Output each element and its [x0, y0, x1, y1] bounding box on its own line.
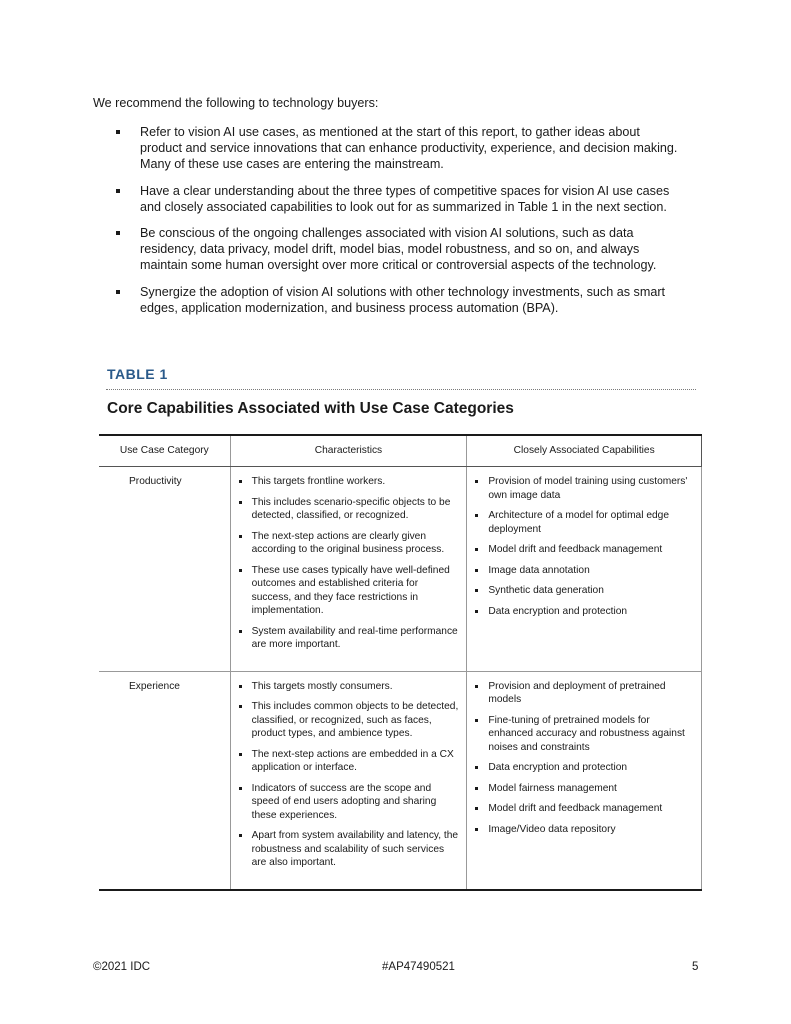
use-case-category: Experience — [99, 671, 230, 890]
list-item — [473, 584, 695, 598]
bullet-square-icon — [116, 231, 120, 235]
bullet-square-icon — [239, 685, 242, 688]
recommendation-text: Have a clear understanding about the three types of competitive spaces for vision AI use cases and closely associated capabilities to look out for as summarized in Table 1 in the next section. — [140, 183, 670, 214]
list-item — [473, 802, 695, 816]
characteristic-text: This includes scenario-specific objects to be detected, classified, or recognized. — [251, 496, 451, 521]
bullet-square-icon — [239, 753, 242, 756]
table-row — [99, 671, 702, 890]
bullet-square-icon — [116, 130, 120, 134]
bullet-square-icon — [475, 685, 478, 688]
capability-text: Data encryption and protection — [488, 605, 628, 617]
capability-text: Model drift and feedback management — [488, 544, 663, 555]
list-item — [473, 605, 695, 619]
recommendation-item — [113, 284, 683, 316]
characteristic-text: This targets frontline workers. — [251, 476, 386, 487]
list-item — [473, 475, 695, 502]
capability-text: Image/Video data repository — [488, 823, 616, 835]
characteristics-list — [237, 680, 461, 870]
capability-text: Model fairness management — [488, 782, 617, 794]
bullet-square-icon — [239, 501, 242, 504]
characteristic-text: Indicators of success are the scope and speed of end users adopting and sharing these experiences. — [251, 782, 437, 821]
capability-text: Model drift and feedback management — [488, 803, 663, 814]
intro-text: We recommend the following to technology buyers: — [93, 96, 379, 110]
characteristics-list — [237, 475, 461, 652]
list-item — [473, 509, 695, 536]
bullet-square-icon — [239, 834, 242, 837]
capability-text: Architecture of a model for optimal edge deployment — [488, 510, 669, 535]
characteristic-text: The next-step actions are clearly given according to the original business process. — [251, 530, 445, 555]
table-header-row — [99, 435, 702, 467]
capability-text: Image data annotation — [488, 564, 590, 576]
bullet-square-icon — [475, 569, 478, 572]
characteristic-text: The next-step actions are embedded in a CX application or interface. — [251, 748, 454, 773]
list-item — [237, 782, 461, 823]
list-item — [237, 496, 461, 523]
characteristic-text: These use cases typically have well-defined outcomes and established criteria for success, and they face restrictions in implementation. — [251, 564, 450, 616]
bullet-square-icon — [239, 787, 242, 790]
characteristic-text: Apart from system availability and latency, the robustness and scalability of such services are also important. — [251, 830, 459, 868]
bullet-square-icon — [475, 766, 478, 769]
characteristics-cell — [230, 671, 467, 890]
list-item — [473, 680, 695, 707]
recommendation-item — [113, 225, 683, 274]
capability-text: Fine-tuning of pretrained models for enhanced accuracy and robustness against noises and constraints — [488, 714, 685, 753]
list-item — [237, 530, 461, 557]
bullet-square-icon — [475, 787, 478, 790]
table-label: TABLE 1 — [107, 366, 168, 382]
capabilities-list — [473, 680, 695, 837]
list-item — [473, 782, 695, 796]
use-case-category: Productivity — [99, 467, 230, 672]
capability-text: Provision of model training using customers' own image data — [488, 476, 688, 501]
column-header: Closely Associated Capabilities — [467, 435, 702, 467]
list-item — [237, 475, 461, 489]
list-item — [237, 625, 461, 652]
capabilities-list — [473, 475, 695, 618]
capabilities-cell — [467, 671, 702, 890]
column-header: Characteristics — [230, 435, 467, 467]
divider — [106, 389, 696, 390]
bullet-square-icon — [475, 589, 478, 592]
characteristic-text: System availability and real-time performance are more important. — [251, 625, 458, 650]
bullet-square-icon — [475, 719, 478, 722]
page-number: 5 — [692, 961, 699, 973]
recommendation-item — [113, 183, 683, 215]
bullet-square-icon — [116, 189, 120, 193]
capability-text: Synthetic data generation — [488, 585, 604, 596]
list-item — [473, 543, 695, 557]
table-title: Core Capabilities Associated with Use Case Categories — [107, 400, 514, 417]
list-item — [473, 823, 695, 837]
recommendation-text: Be conscious of the ongoing challenges associated with vision AI solutions, such as data residency, data privacy, model drift, model bias, model robustness, and so on, and always maintain some human oversight over more critical or controversial aspects of the technology. — [140, 226, 657, 273]
bullet-square-icon — [239, 569, 242, 572]
bullet-square-icon — [116, 290, 120, 294]
recommendation-list — [113, 124, 683, 326]
capabilities-cell — [467, 467, 702, 672]
bullet-square-icon — [475, 807, 478, 810]
bullet-square-icon — [475, 828, 478, 831]
column-header: Use Case Category — [99, 435, 230, 467]
characteristics-cell — [230, 467, 467, 672]
list-item — [237, 680, 461, 694]
capabilities-table — [99, 434, 702, 891]
bullet-square-icon — [239, 705, 242, 708]
bullet-square-icon — [475, 548, 478, 551]
characteristic-text: This targets mostly consumers. — [251, 680, 393, 692]
bullet-square-icon — [239, 630, 242, 633]
list-item — [237, 748, 461, 775]
list-item — [237, 564, 461, 618]
list-item — [473, 564, 695, 578]
bullet-square-icon — [475, 610, 478, 613]
bullet-square-icon — [239, 480, 242, 483]
footer-doc-id: #AP47490521 — [382, 961, 455, 973]
recommendation-text: Synergize the adoption of vision AI solutions with other technology investments, such as smart edges, application modernization, and business process automation (BPA). — [140, 284, 666, 315]
footer-copyright: ©2021 IDC — [93, 961, 151, 973]
list-item — [473, 714, 695, 755]
characteristic-text: This includes common objects to be detected, classified, or recognized, such as faces, product types, and ambience types. — [251, 701, 459, 739]
list-item — [237, 829, 461, 870]
bullet-square-icon — [475, 514, 478, 517]
capability-text: Provision and deployment of pretrained models — [488, 680, 666, 705]
list-item — [473, 761, 695, 775]
bullet-square-icon — [475, 480, 478, 483]
bullet-square-icon — [239, 535, 242, 538]
table-row — [99, 467, 702, 672]
list-item — [237, 700, 461, 741]
recommendation-text: Refer to vision AI use cases, as mentioned at the start of this report, to gather ideas about product and service innovations that can enhance productivity, experience, and decision making. Many of these use cases are entering the mainstream. — [140, 125, 678, 172]
capability-text: Data encryption and protection — [488, 762, 628, 773]
recommendation-item — [113, 124, 683, 173]
